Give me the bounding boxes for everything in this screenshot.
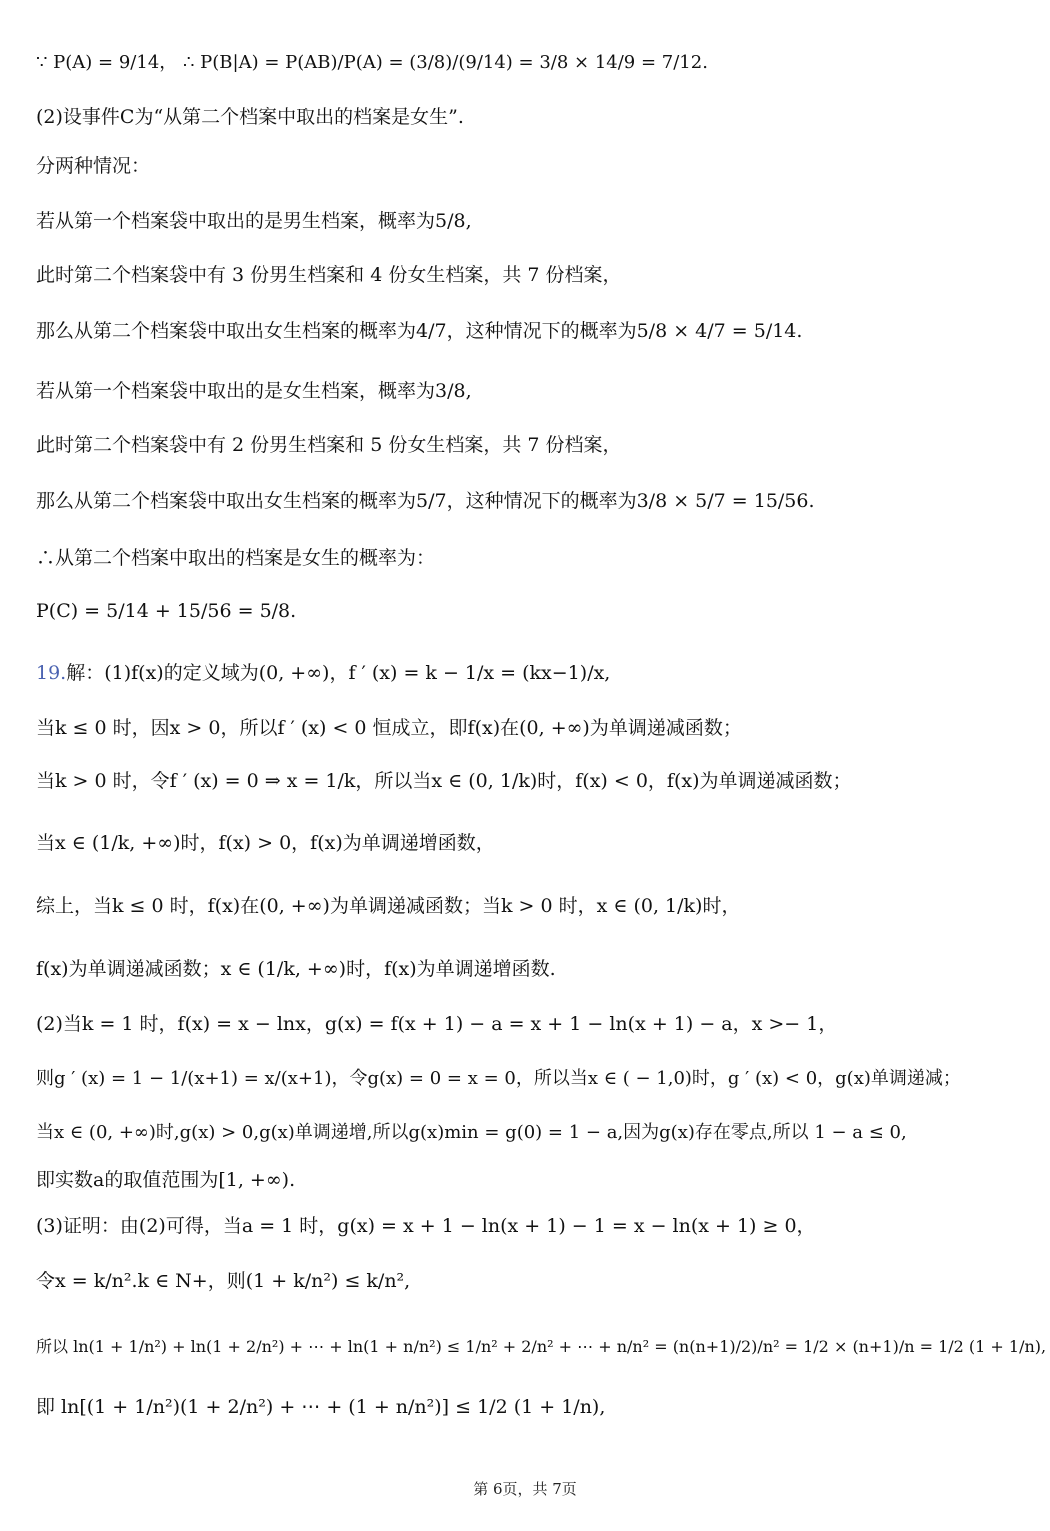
text-line-12 — [36, 660, 610, 686]
problem-number: 19. — [36, 662, 67, 684]
text-line-11: P(C) = 5/14 + 15/56 = 5/8. — [36, 600, 297, 622]
text-line-4: 若从第一个档案袋中取出的是男生档案，概率为5/8, — [36, 210, 472, 232]
text-line-12-body: 解：(1)f(x)的定义域为(0, +∞)，f ′ (x) = k − 1/x = (kx−1)/x, — [66, 662, 611, 684]
text-line-17: f(x)为单调递减函数；x ∈ (1/k, +∞)时，f(x)为单调递增函数. — [36, 958, 556, 980]
text-line-16: 综上，当k ≤ 0 时，f(x)在(0, +∞)为单调递减函数；当k > 0 时，x ∈ (0, 1/k)时， — [36, 895, 741, 917]
text-line-5: 此时第二个档案袋中有 3 份男生档案和 4 份女生档案，共 7 份档案， — [36, 264, 622, 286]
text-line-25: 即 ln[(1 + 1/n²)(1 + 2/n²) + ⋯ + (1 + n/n²)] ≤ 1/2 (1 + 1/n), — [36, 1396, 606, 1418]
page-footer: 第 6页，共 7页 — [473, 1480, 577, 1498]
text-line-8: 此时第二个档案袋中有 2 份男生档案和 5 份女生档案，共 7 份档案， — [36, 434, 622, 456]
text-line-18: (2)当k = 1 时，f(x) = x − lnx，g(x) = f(x + 1) − a = x + 1 − ln(x + 1) − a，x >− 1， — [36, 1013, 838, 1035]
text-line-19: 则g ′ (x) = 1 − 1/(x+1) = x/(x+1)，令g(x) = 0 = x = 0，所以当x ∈ ( − 1,0)时，g ′ (x) < 0，g(x)单调递减； — [36, 1068, 961, 1089]
text-line-22: (3)证明：由(2)可得，当a = 1 时，g(x) = x + 1 − ln(x + 1) − 1 = x − ln(x + 1) ≥ 0， — [36, 1215, 816, 1237]
text-line-21: 即实数a的取值范围为[1, +∞). — [36, 1169, 296, 1191]
text-line-3: 分两种情况： — [36, 155, 151, 177]
text-line-7: 若从第一个档案袋中取出的是女生档案，概率为3/8, — [36, 380, 472, 402]
text-line-6: 那么从第二个档案袋中取出女生档案的概率为4/7，这种情况下的概率为5/8 × 4/7 = 5/14. — [36, 320, 803, 342]
text-line-15: 当x ∈ (1/k, +∞)时，f(x) > 0，f(x)为单调递增函数， — [36, 832, 495, 854]
text-line-14: 当k > 0 时，令f ′ (x) = 0 ⇒ x = 1/k，所以当x ∈ (0, 1/k)时，f(x) < 0，f(x)为单调递减函数； — [36, 770, 852, 792]
text-line-10: ∴从第二个档案中取出的档案是女生的概率为： — [36, 547, 436, 569]
text-line-1: ∵ P(A) = 9/14， ∴ P(B|A) = P(AB)/P(A) = (3/8)/(9/14) = 3/8 × 14/9 = 7/12. — [36, 52, 708, 73]
text-line-23: 令x = k/n².k ∈ N+，则(1 + k/n²) ≤ k/n², — [36, 1270, 411, 1292]
text-line-24: 所以 ln(1 + 1/n²) + ln(1 + 2/n²) + ⋯ + ln(1 + n/n²) ≤ 1/n² + 2/n² + ⋯ + n/n² = (n(n+1)/2)/n² = 1/2 × (n+1)/n = 1/2 (1 + 1/n), — [36, 1337, 1047, 1356]
text-line-20: 当x ∈ (0, +∞)时,g(x) > 0,g(x)单调递增,所以g(x)min = g(0) = 1 − a,因为g(x)存在零点,所以 1 − a ≤ 0, — [36, 1122, 907, 1143]
text-line-9: 那么从第二个档案袋中取出女生档案的概率为5/7，这种情况下的概率为3/8 × 5/7 = 15/56. — [36, 490, 815, 512]
text-line-2: (2)设事件C为“从第二个档案中取出的档案是女生”. — [36, 106, 464, 128]
text-line-13: 当k ≤ 0 时，因x > 0，所以f ′ (x) < 0 恒成立，即f(x)在(0, +∞)为单调递减函数； — [36, 717, 742, 739]
